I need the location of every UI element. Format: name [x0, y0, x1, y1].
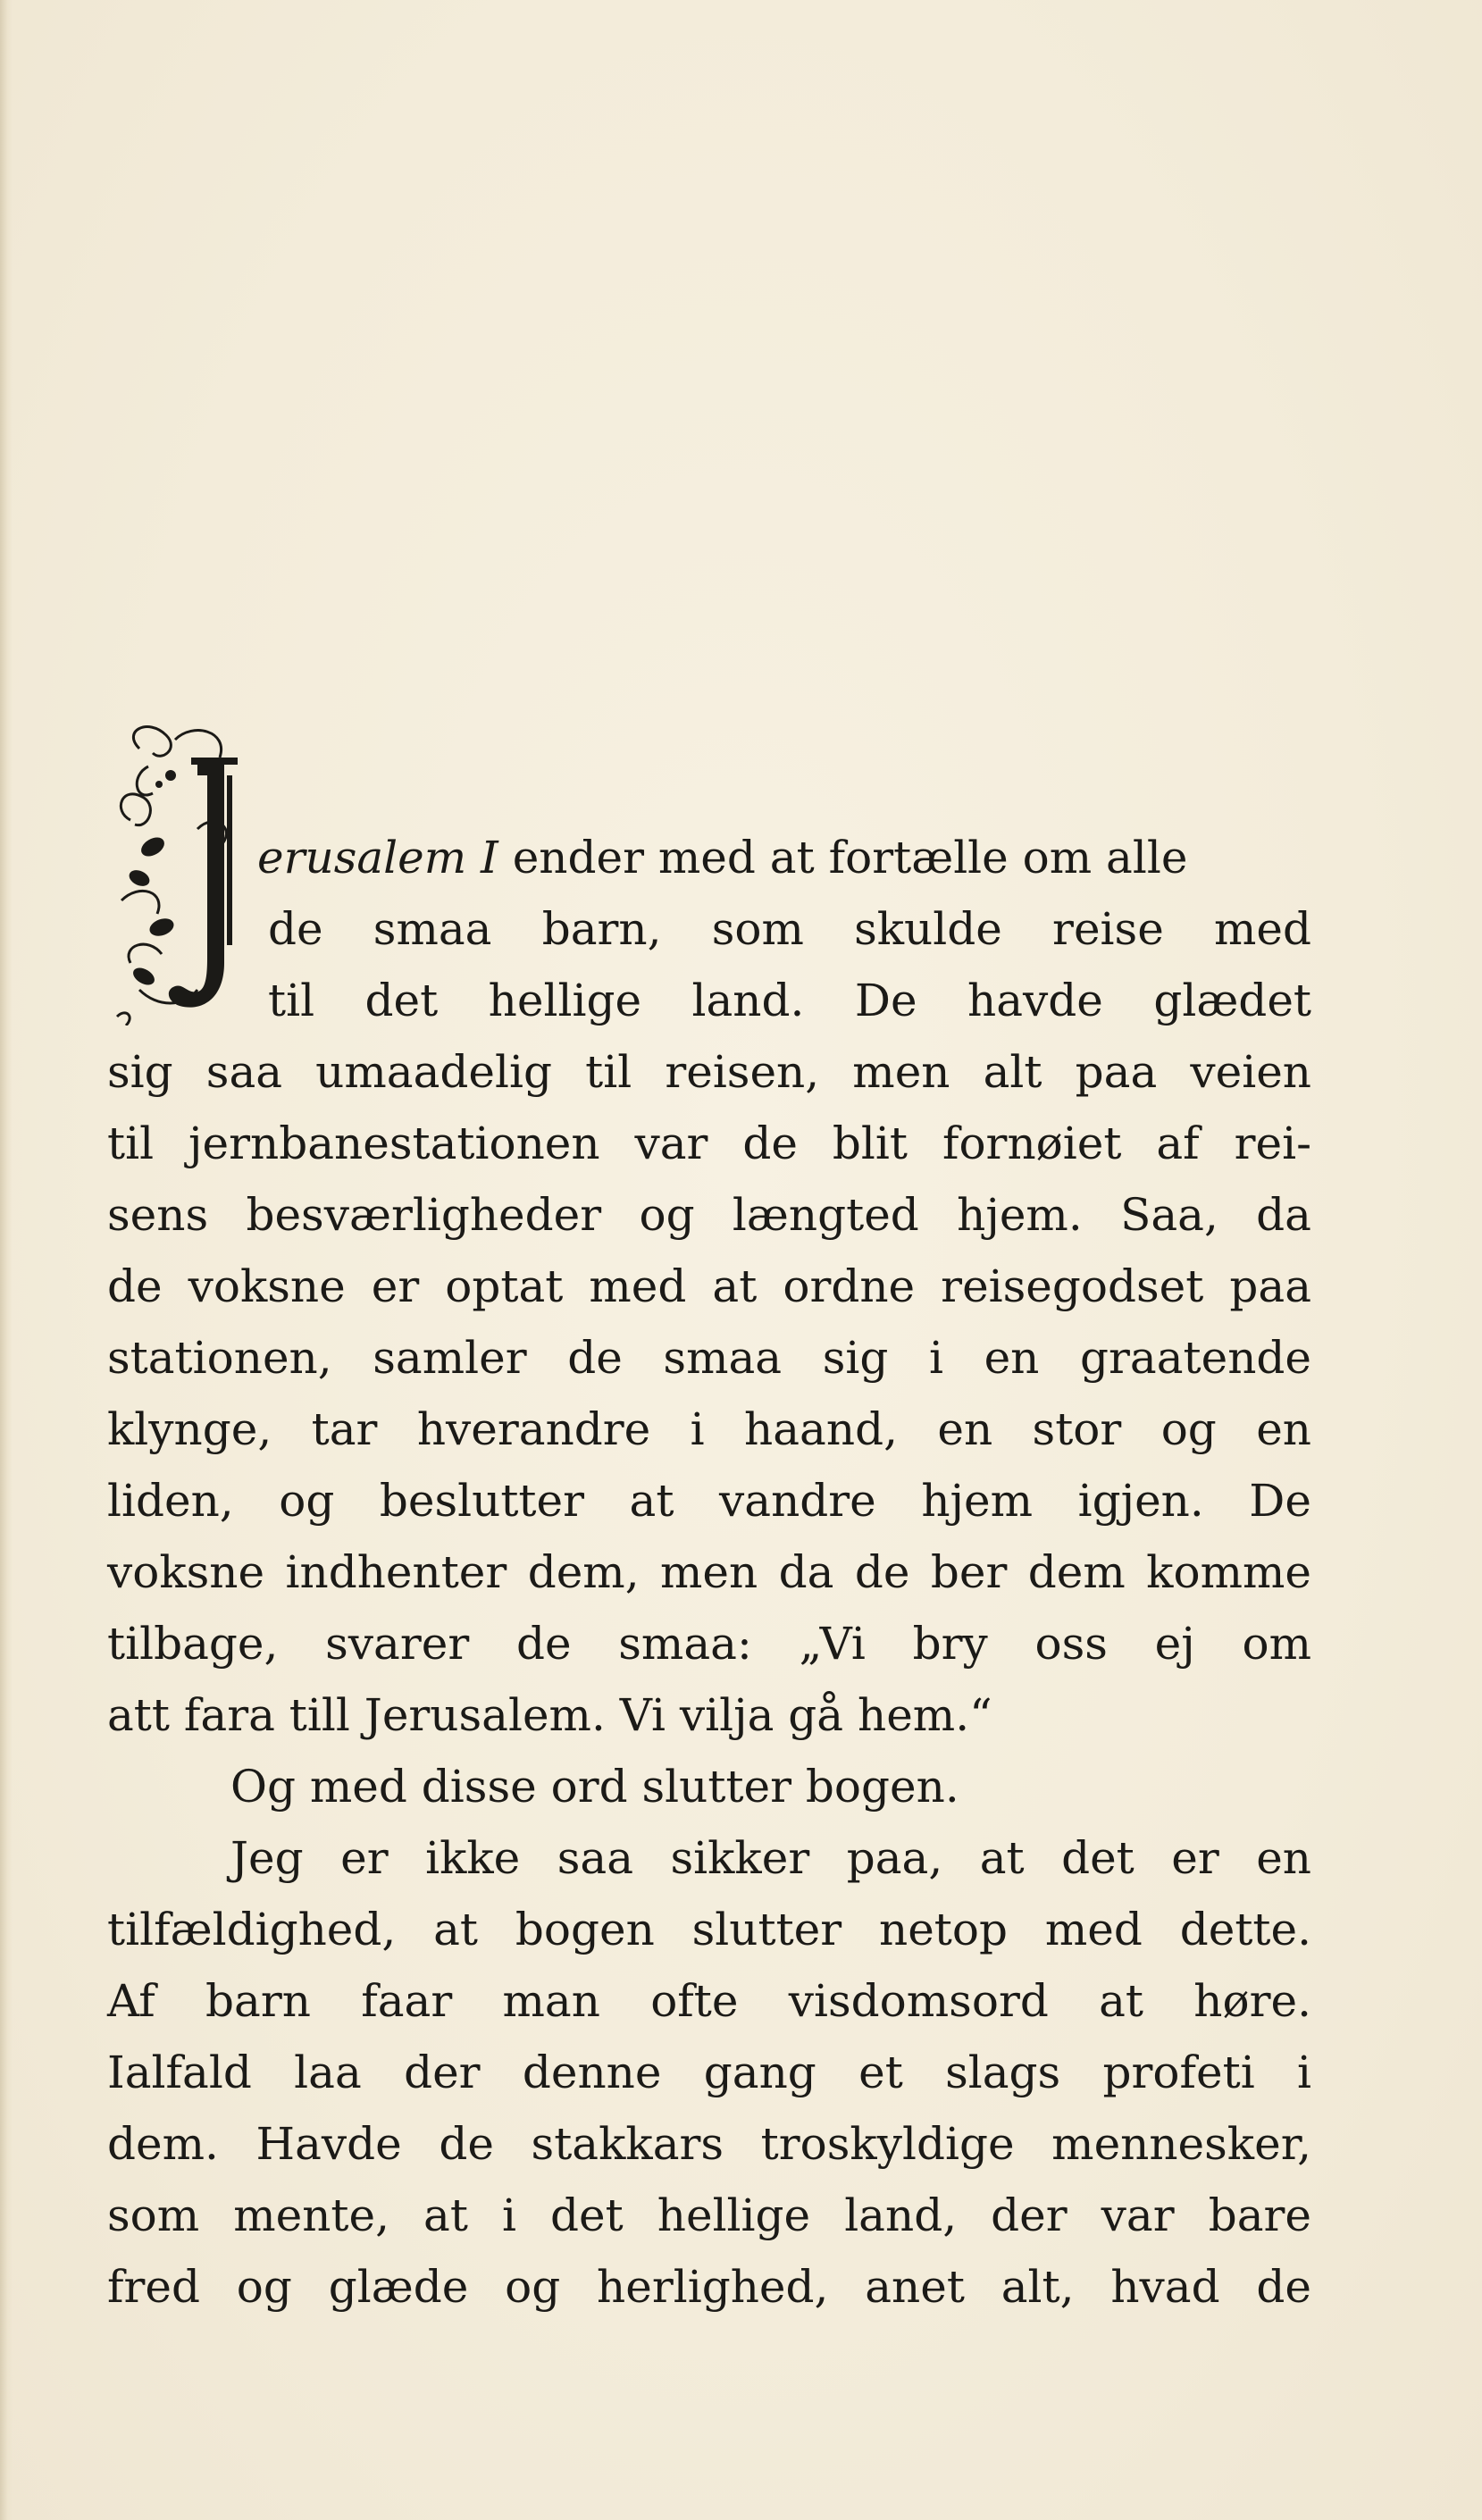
text-line: Af barn faar man ofte visdomsord at høre. — [107, 1975, 1311, 2027]
text-line: tilfældighed, at bogen slutter netop med dette. — [107, 1904, 1311, 1955]
text-line: fred og glæde og herlighed, anet alt, hvad de — [107, 2261, 1311, 2313]
text-line: sens besværligheder og længted hjem. Saa, da — [107, 1189, 1311, 1241]
line-text: ender med at fortælle om alle — [498, 832, 1188, 883]
text-line: som mente, at i det hellige land, der var bare — [107, 2189, 1311, 2241]
text-line: Ialfald laa der denne gang et slags profeti i — [107, 2047, 1311, 2098]
drop-cap-continuation: erusalem I — [257, 832, 498, 883]
text-line: de smaa barn, som skulde reise med — [268, 903, 1311, 955]
text-line: til jernbanestationen var de blit fornøiet af rei- — [107, 1118, 1311, 1169]
text-line — [257, 831, 1311, 884]
text-line: tilbage, svarer de smaa: „Vi bry oss ej om — [107, 1618, 1311, 1670]
paragraph-start-line: Og med disse ord slutter bogen. — [230, 1761, 959, 1813]
text-line: att fara till Jerusalem. Vi vilja gå hem.“ — [107, 1689, 992, 1741]
text-line: dem. Havde de stakkars troskyldige mennesker, — [107, 2118, 1311, 2170]
text-line: sig saa umaadelig til reisen, men alt paa veien — [107, 1046, 1311, 1098]
paragraph-start-line: Jeg er ikke saa sikker paa, at det er en — [230, 1832, 1311, 1884]
text-line: voksne indhenter dem, men da de ber dem komme — [107, 1546, 1311, 1598]
text-line: liden, og beslutter at vandre hjem igjen. De — [107, 1475, 1311, 1527]
text-line: stationen, samler de smaa sig i en graatende — [107, 1332, 1311, 1384]
text-line: klynge, tar hverandre i haand, en stor og en — [107, 1403, 1311, 1455]
text-line: til det hellige land. De havde glædet — [268, 975, 1311, 1026]
text-line: de voksne er optat med at ordne reisegodset paa — [107, 1260, 1311, 1312]
